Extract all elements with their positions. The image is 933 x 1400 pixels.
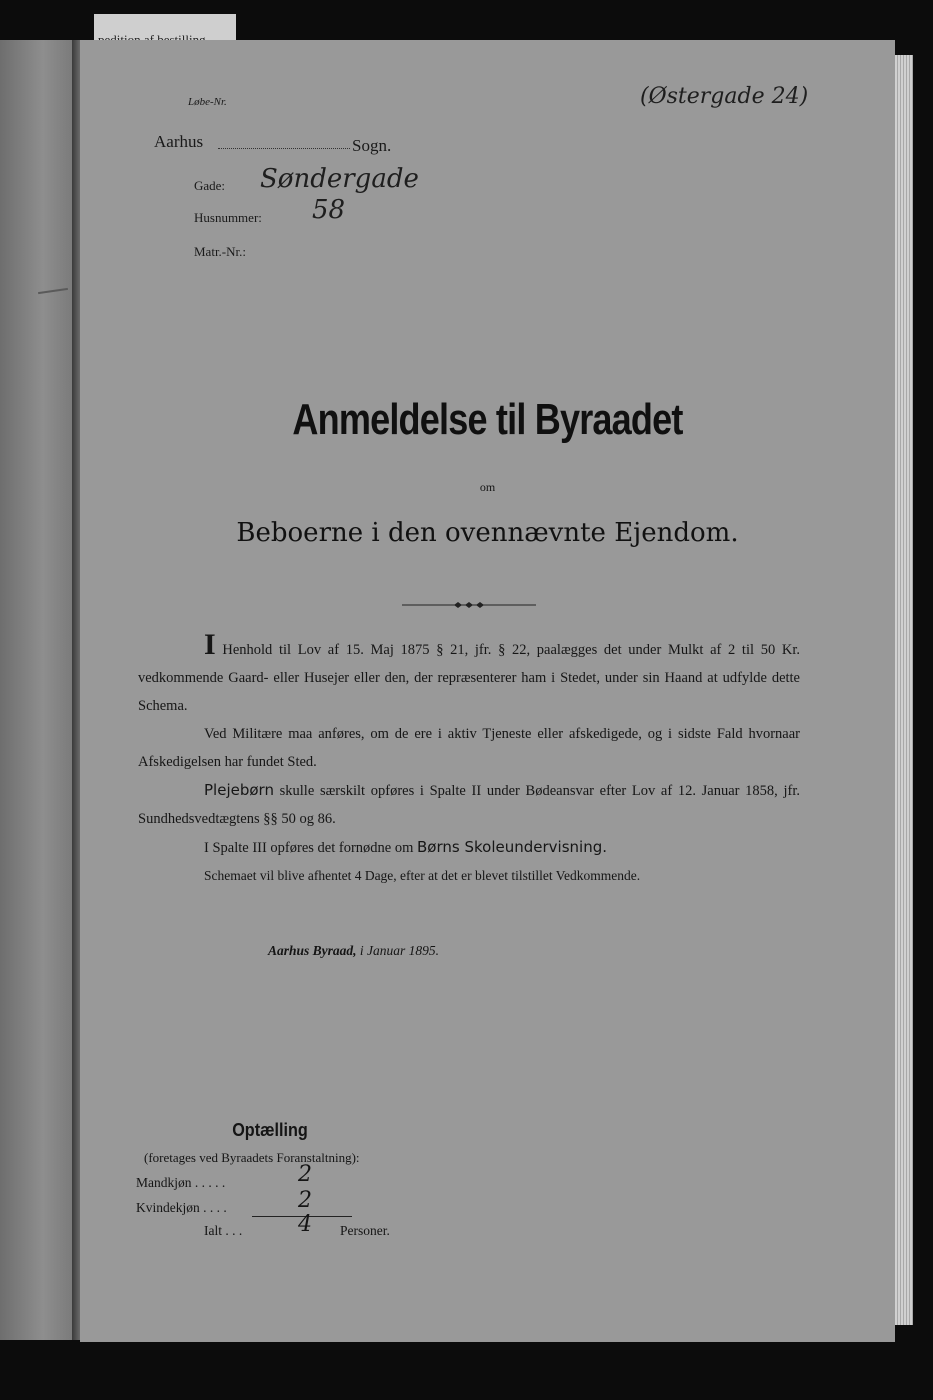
instruction-paragraph-3: Plejebørn skulle særskilt opføres i Spalte II under Bødeansvar efter Lov af 12. Januar 1858, jfr. Sundhedsvedtægtens §§ 50 og 86. xyxy=(138,781,800,827)
kvindekjon-value: 2 xyxy=(298,1188,312,1213)
document-subtitle: Beboerne i den ovennævnte Ejendom. xyxy=(236,518,739,548)
personer-label: Personer. xyxy=(340,1223,390,1238)
handwritten-address-note: (Østergade 24) xyxy=(640,84,809,109)
drop-cap: I xyxy=(204,628,216,661)
sogn-label: Sogn. xyxy=(352,136,392,155)
book-gutter xyxy=(72,40,80,1340)
issuer-signature-line: Aarhus Byraad, i Januar 1895. xyxy=(268,943,440,958)
instruction-paragraph-1: I Henhold til Lov af 15. Maj 1875 § 21, jfr. § 22, paalægges det under Mulkt af 2 til 50 Kr. vedkommende Gaard- eller Husejer eller den, der repræsenterer ham i Stedet, under sin Haand at udfylde dette Schema. xyxy=(138,628,800,714)
page-edges xyxy=(895,55,913,1325)
left-page xyxy=(0,40,72,1340)
count-subtitle: (foretages ved Byraadets Foranstaltning): xyxy=(144,1150,360,1165)
instruction-paragraph-4: I Spalte III opføres det fornødne om Børns Skoleundervisning. xyxy=(204,838,607,856)
ornament-divider xyxy=(402,600,536,610)
instructions-text xyxy=(138,628,800,890)
left-page-mark xyxy=(38,288,68,294)
title-connector: om xyxy=(479,480,496,494)
lobe-nr-label: Løbe-Nr. xyxy=(188,96,227,108)
city-label: Aarhus xyxy=(154,132,204,151)
document-title: Anmeldelse til Byraadet xyxy=(292,395,683,444)
ialt-value: 4 xyxy=(298,1212,312,1237)
gade-label: Gade: xyxy=(194,178,226,193)
document-page xyxy=(80,40,895,1342)
kvindekjon-label: Kvindekjøn . . . . xyxy=(136,1200,227,1215)
matr-nr-label: Matr.-Nr.: xyxy=(194,244,246,259)
husnummer-label: Husnummer: xyxy=(194,210,262,225)
instruction-paragraph-2: Ved Militære maa anføres, om de ere i aktiv Tjeneste eller afskedigede, og i sidste Fald hvornaar Afskedigelsen har fundet Sted. xyxy=(138,726,800,770)
mandkjon-value: 2 xyxy=(298,1162,312,1187)
sogn-dotted-line xyxy=(218,148,350,149)
ialt-label: Ialt . . . xyxy=(204,1223,243,1238)
count-title: Optælling xyxy=(232,1120,308,1140)
instruction-paragraph-5: Schemaet vil blive afhentet 4 Dage, efter at det er blevet tilstillet Vedkommende. xyxy=(204,868,641,883)
gade-value: Søndergade xyxy=(260,164,419,194)
husnummer-value: 58 xyxy=(312,195,346,225)
mandkjon-label: Mandkjøn . . . . . xyxy=(136,1175,226,1190)
